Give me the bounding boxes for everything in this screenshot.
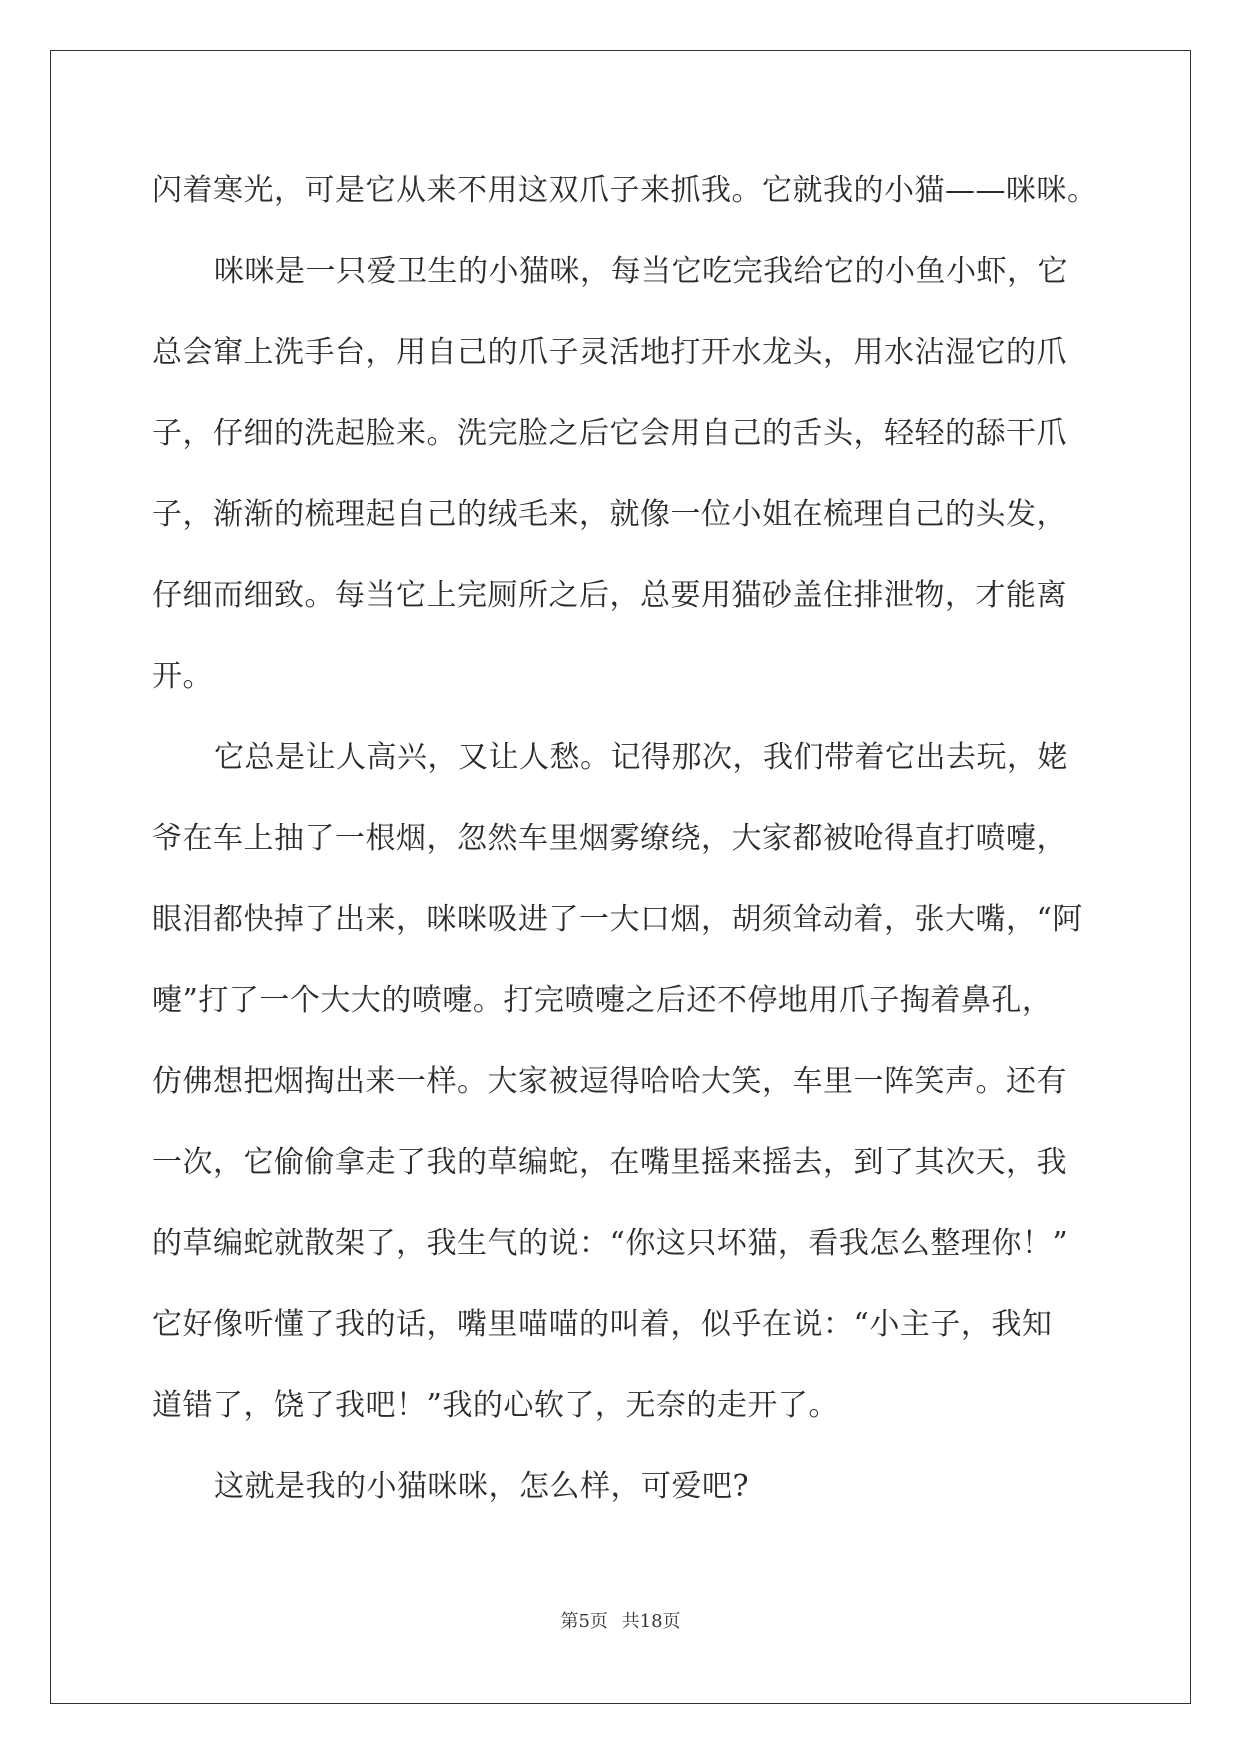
text-line: 道错了，饶了我吧！”我的心软了，无奈的走开了。 bbox=[152, 1388, 839, 1423]
text-line: 嚏”打了一个大大的喷嚏。打完喷嚏之后还不停地用爪子掏着鼻孔， bbox=[152, 983, 1053, 1018]
text-line: 仔细而细致。每当它上完厕所之后，总要用猫砂盖住排泄物，才能离 bbox=[152, 578, 1067, 613]
text-line: 爷在车上抽了一根烟，忽然车里烟雾缭绕，大家都被呛得直打喷嚏， bbox=[152, 821, 1067, 856]
text-line: 眼泪都快掉了出来，咪咪吸进了一大口烟，胡须耸动着，张大嘴，“阿 bbox=[152, 902, 1083, 937]
text-line: 子，渐渐的梳理起自己的绒毛来，就像一位小姐在梳理自己的头发， bbox=[152, 497, 1067, 532]
page-total: 共18页 bbox=[621, 1611, 681, 1632]
text-line: 仿佛想把烟掏出来一样。大家被逗得哈哈大笑，车里一阵笑声。还有 bbox=[152, 1064, 1067, 1099]
text-line: 子，仔细的洗起脸来。洗完脸之后它会用自己的舌头，轻轻的舔干爪 bbox=[152, 416, 1067, 451]
text-line: 咪咪是一只爱卫生的小猫咪，每当它吃完我给它的小鱼小虾，它 bbox=[214, 254, 1068, 289]
text-line: 开。 bbox=[152, 659, 213, 694]
text-line: 它好像听懂了我的话，嘴里喵喵的叫着，似乎在说：“小主子，我知 bbox=[152, 1307, 1053, 1342]
document-body bbox=[152, 150, 1098, 1527]
text-line: 这就是我的小猫咪咪，怎么样，可爱吧? bbox=[214, 1469, 750, 1504]
page-number: 第5页 bbox=[560, 1611, 608, 1632]
text-line: 它总是让人高兴，又让人愁。记得那次，我们带着它出去玩，姥 bbox=[214, 740, 1068, 775]
text-line: 的草编蛇就散架了，我生气的说：“你这只坏猫，看我怎么整理你！” bbox=[152, 1226, 1069, 1261]
text-line: 一次，它偷偷拿走了我的草编蛇，在嘴里摇来摇去，到了其次天，我 bbox=[152, 1145, 1067, 1180]
text-line: 总会窜上洗手台，用自己的爪子灵活地打开水龙头，用水沾湿它的爪 bbox=[152, 335, 1067, 370]
page-footer bbox=[0, 1607, 1241, 1633]
text-line: 闪着寒光，可是它从来不用这双爪子来抓我。它就我的小猫——咪咪。 bbox=[152, 173, 1098, 208]
